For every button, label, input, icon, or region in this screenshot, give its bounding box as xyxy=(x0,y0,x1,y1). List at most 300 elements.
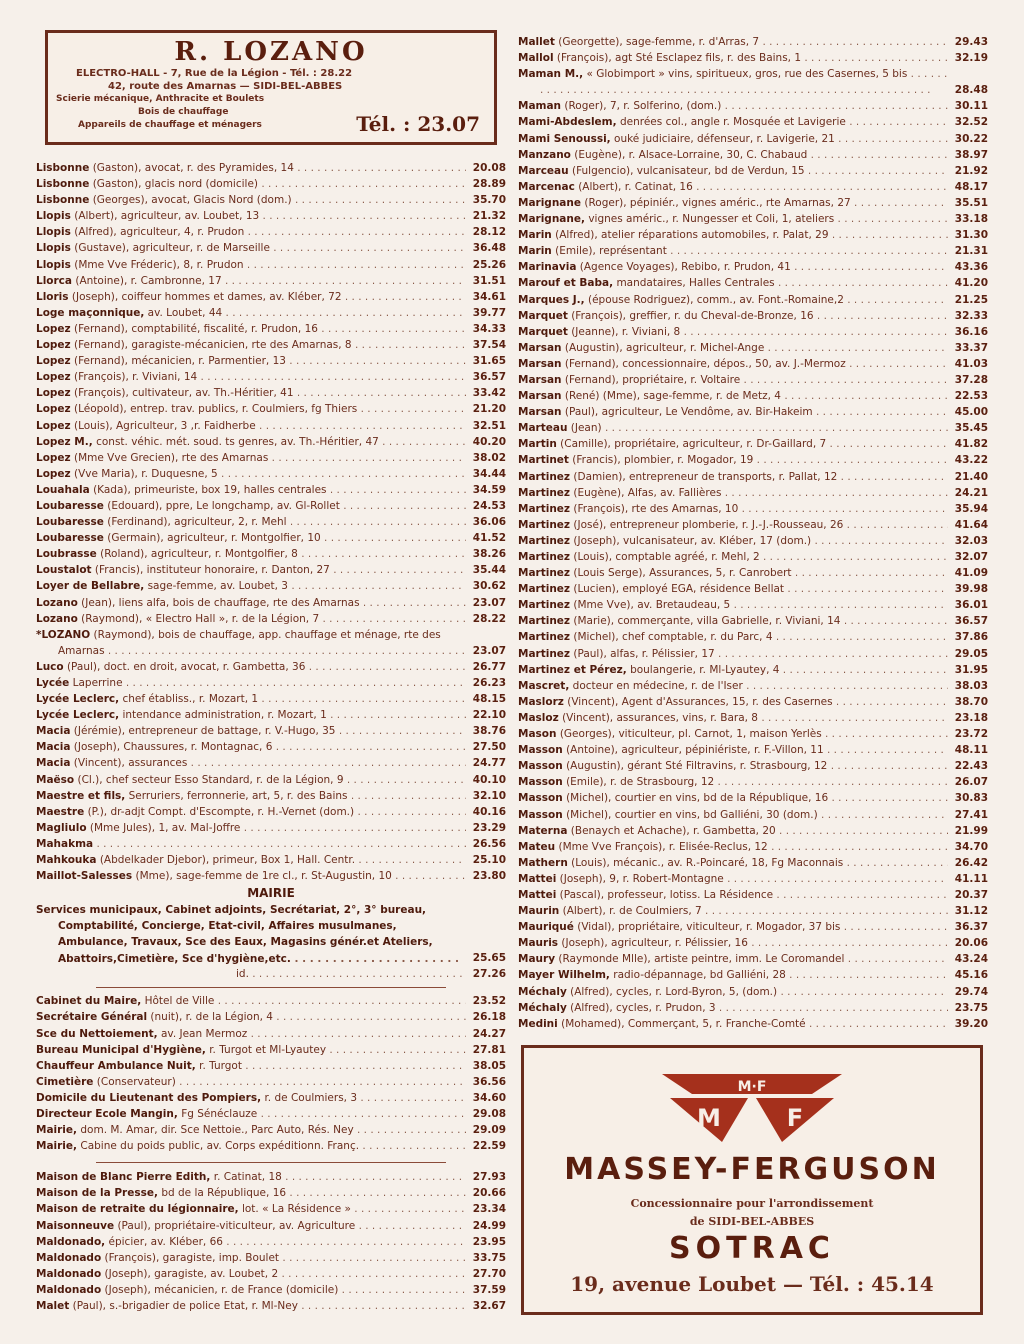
directory-entry xyxy=(36,514,506,530)
entry-details: denrées col., angle r. Mosquée et Lavigerie xyxy=(619,116,846,129)
entry-name: Martinez xyxy=(518,534,571,547)
entry-name: Lloris xyxy=(36,290,69,303)
directory-entry xyxy=(36,1009,506,1025)
directory-entry xyxy=(518,259,988,275)
entry-phone-number: 35.94 xyxy=(954,502,988,515)
entry-details: (François), rte des Amarnas, 10 xyxy=(573,502,739,515)
entry-phone-number: 29.08 xyxy=(472,1107,506,1120)
entry-details: (François), greffier, r. du Cheval-de-Bronze, 16 xyxy=(571,309,814,322)
entry-name: Mallol xyxy=(518,52,554,65)
entry-phone-number: 26.77 xyxy=(472,660,506,673)
mairie-id-text: id. . . . xyxy=(36,966,466,982)
entry-name: Directeur Ecole Mangin, xyxy=(36,1107,178,1120)
entry-details: (Roger), 7, r. Solferino, (dom.) xyxy=(564,100,722,113)
entry-details: (Paul), s.-brigadier de police Etat, r. Ml-Ney xyxy=(72,1300,298,1312)
entry-phone-number: 41.82 xyxy=(954,438,988,451)
entry-name: Mairie, xyxy=(36,1124,78,1137)
entry-name: Mami-Abdeslem, xyxy=(518,116,617,129)
directory-entry xyxy=(518,1016,988,1032)
entry-name: Maman M., xyxy=(518,68,584,81)
entry-phone-number: 37.59 xyxy=(472,1283,506,1296)
entry-name: Marsan xyxy=(518,406,562,419)
directory-entry xyxy=(518,356,988,372)
directory-entry xyxy=(36,369,506,385)
entry-name: Masloz xyxy=(518,711,559,724)
entry-phone-number: 38.70 xyxy=(954,695,988,708)
directory-entry xyxy=(36,723,506,739)
directory-entry xyxy=(518,903,988,919)
entry-name: Mascret, xyxy=(518,679,570,692)
entry-phone-number: 24.99 xyxy=(472,1219,506,1232)
entry-details: radio-dépannage, bd Galliéni, 28 xyxy=(613,969,786,982)
entry-name: Macia xyxy=(36,725,71,738)
entry-details: const. véhic. mét. soud. ts genres, av. Th.-Héritier, 47 xyxy=(96,435,379,448)
entry-name: Martinez xyxy=(518,567,571,580)
entry-phone-number: 26.42 xyxy=(954,856,988,869)
directory-entry xyxy=(36,1250,506,1266)
entry-phone-number: 27.70 xyxy=(472,1267,506,1280)
entry-details: (Marie), commerçante, villa Gabrielle, r. Viviani, 14 xyxy=(573,615,841,628)
directory-entry xyxy=(518,66,988,98)
directory-entry xyxy=(36,627,506,659)
entry-name: Magliulo xyxy=(36,821,87,834)
entry-details: (José), entrepreneur plomberie, r. J.-J.-Rousseau, 26 xyxy=(573,518,844,531)
entry-name: Martinez xyxy=(518,599,571,612)
directory-entry xyxy=(518,984,988,1000)
logo-letter-m: M xyxy=(697,1104,721,1132)
entry-phone-number: 38.02 xyxy=(472,451,506,464)
entry-phone-number: 24.21 xyxy=(954,486,988,499)
entry-name: Maldonado, xyxy=(36,1235,106,1248)
entry-details: (Mme Vve François), r. Elisée-Reclus, 12 xyxy=(558,840,768,853)
entry-details: (Ferdinand), agriculteur, 2, r. Mehl xyxy=(107,516,287,529)
entry-details: (Louis), comptable agréé, r. Mehl, 2 xyxy=(573,551,760,563)
entry-phone-number: 32.07 xyxy=(954,551,988,563)
directory-entry xyxy=(518,807,988,823)
entry-phone-number: 27.81 xyxy=(472,1043,506,1056)
directory-entry xyxy=(36,482,506,498)
entry-details: (Mme Vve Grecien), rte des Amarnas xyxy=(74,451,269,464)
entry-phone-number: 36.01 xyxy=(954,599,988,612)
entry-phone-number: 30.11 xyxy=(954,100,988,113)
right-entry-list xyxy=(518,34,988,1032)
entry-details: (Louis Serge), Assurances, 5, r. Canrobert xyxy=(573,567,792,580)
massey-ferguson-advertisement xyxy=(521,1045,983,1315)
entry-phone-number: 20.06 xyxy=(954,937,988,950)
directory-entry xyxy=(36,530,506,546)
entry-name: Lisbonne xyxy=(36,194,90,207)
directory-entry xyxy=(518,662,988,678)
directory-entry xyxy=(36,675,506,691)
entry-name: Louahala xyxy=(36,483,90,496)
entry-name: Masson xyxy=(518,744,563,757)
entry-phone-number: 48.17 xyxy=(954,180,988,193)
entry-name: Mattei xyxy=(518,872,557,885)
directory-entry xyxy=(36,353,506,369)
directory-entry xyxy=(518,678,988,694)
lozano-line-2: 42, route des Amarnas — SIDI-BEL-ABBES xyxy=(108,81,343,92)
entry-name: Llopis xyxy=(36,258,71,271)
entry-name: Llopis xyxy=(36,210,71,223)
entry-details: (Benaych et Achache), r. Gambetta, 20 xyxy=(570,824,776,837)
entry-details: (Joseph), agriculteur, r. Pélissier, 16 xyxy=(561,937,748,950)
entry-details: Hôtel de Ville xyxy=(144,995,215,1008)
entry-phone-number: 38.05 xyxy=(472,1059,506,1072)
entry-details: (Alfred), cycles, r. Prudon, 3 xyxy=(570,1001,716,1014)
entry-phone-number: 35.45 xyxy=(954,422,988,435)
entry-details: lot. « La Résidence » xyxy=(241,1203,351,1216)
entry-name: Maison de retraite du légionnaire, xyxy=(36,1203,239,1216)
entry-phone-number: 21.99 xyxy=(954,824,988,837)
entry-phone-number: 43.24 xyxy=(954,953,988,966)
directory-entry xyxy=(518,919,988,935)
directory-entry xyxy=(36,321,506,337)
massey-ferguson-logo-icon xyxy=(652,1066,852,1146)
entry-phone-number: 32.51 xyxy=(472,419,506,432)
lozano-line-5: Appareils de chauffage et ménagers xyxy=(78,120,262,130)
lozano-line-1: ELECTRO-HALL - 7, Rue de la Légion - Tél. : 28.22 xyxy=(76,68,353,79)
directory-entry xyxy=(518,758,988,774)
directory-entry xyxy=(518,98,988,114)
entry-details: (Raymond), « Electro Hall », r. de la Légion, 7 xyxy=(81,612,320,625)
entry-phone-number: 48.15 xyxy=(472,693,506,706)
entry-details: (Joseph), coiffeur hommes et dames, av. Kléber, 72 xyxy=(71,290,342,303)
entry-details: (Paul), doct. en droit, avocat, r. Gambetta, 36 xyxy=(66,660,306,673)
entry-details: (Vve Maria), r. Duquesne, 5 xyxy=(74,467,218,480)
entry-details: intendance administration, r. Mozart, 1 xyxy=(122,709,327,722)
mairie-services-text: Services municipaux, Cabinet adjoints, Secrétariat, 2°, 3° bureau, Comptabilité, Concierge, Etat-civil, Affaires musulmanes, Ambulance, Travaux, Sce des Eaux, Magasins génér.et Ateliers, Abattoirs,Cimetière, Sce d'hygiène,etc. . . . xyxy=(36,902,466,966)
entry-details: sage-femme, av. Loubet, 3 xyxy=(147,580,288,593)
entry-name: Marceau xyxy=(518,164,569,177)
directory-entry xyxy=(36,546,506,562)
entry-name: Maury xyxy=(518,953,556,966)
directory-entry xyxy=(518,114,988,130)
directory-entry xyxy=(518,243,988,259)
directory-entry xyxy=(36,788,506,804)
entry-name: Materna xyxy=(518,824,568,837)
entry-phone-number: 26.23 xyxy=(472,677,506,689)
entry-name: Martinez xyxy=(518,615,571,628)
lozano-telephone: Tél. : 23.07 xyxy=(356,112,480,136)
directory-entry xyxy=(518,726,988,742)
entry-name: Lopez xyxy=(36,339,71,352)
entry-phone-number: 20.37 xyxy=(954,888,988,901)
entry-name: Maurin xyxy=(518,905,560,918)
directory-entry xyxy=(36,852,506,868)
entry-phone-number: 34.70 xyxy=(954,840,988,853)
entry-details: (Léopold), entrep. trav. publics, r. Coulmiers, fg Thiers xyxy=(74,403,358,416)
entry-details: (épouse Rodriguez), comm., av. Font.-Romaine,2 xyxy=(587,293,844,306)
entry-details: (Vincent), Agent d'Assurances, 15, r. des Casernes xyxy=(567,695,833,708)
entry-name: Maisonneuve xyxy=(36,1219,115,1232)
directory-entry xyxy=(36,1201,506,1217)
entry-details: (Eugène), Alfas, av. Fallières xyxy=(573,486,722,499)
entry-name: Martinez xyxy=(518,470,571,483)
entry-details: dom. M. Amar, dir. Sce Nettoie., Parc Auto, Rés. Ney xyxy=(80,1124,354,1137)
entry-name: Martinet xyxy=(518,454,569,467)
entry-details: (François), garagiste, imp. Boulet xyxy=(104,1251,280,1264)
divider xyxy=(96,1162,446,1163)
directory-entry xyxy=(36,337,506,353)
entry-phone-number: 36.16 xyxy=(954,325,988,338)
entry-details: (Louis), mécanic., av. R.-Poincaré, 18, Fg Maconnais xyxy=(571,856,844,869)
entry-phone-number: 48.11 xyxy=(954,744,988,757)
entry-details: bd de la République, 16 xyxy=(161,1187,287,1200)
entry-details: (Fulgencio), vulcanisateur, bd de Verdun, 15 xyxy=(571,164,805,177)
entry-details: (Camille), propriétaire, agriculteur, r. Dr-Gaillard, 7 xyxy=(560,438,827,451)
entry-phone-number: 31.65 xyxy=(472,355,506,368)
entry-phone-number: 21.25 xyxy=(954,293,988,306)
entry-name: Lycée Leclerc, xyxy=(36,709,120,722)
entry-details: (Fernand), comptabilité, fiscalité, r. Prudon, 16 xyxy=(74,322,318,335)
entry-details: (Augustin), agriculteur, r. Michel-Ange xyxy=(564,341,765,354)
directory-entry xyxy=(518,308,988,324)
directory-entry xyxy=(518,147,988,163)
entry-phone-number: 27.50 xyxy=(472,741,506,754)
entry-name: Lopez xyxy=(36,403,71,416)
entry-details: (François), cultivateur, av. Th.-Héritier, 41 xyxy=(74,387,294,400)
entry-phone-number: 38.76 xyxy=(472,725,506,738)
entry-details: (François), agt Sté Esclapez fils, r. des Bains, 1 xyxy=(556,52,802,65)
entry-phone-number: 22.59 xyxy=(472,1140,506,1153)
entry-name: Maldonado xyxy=(36,1283,102,1296)
entry-phone-number: 38.03 xyxy=(954,679,988,692)
entry-phone-number: 32.33 xyxy=(954,309,988,322)
directory-entry xyxy=(36,434,506,450)
directory-entry xyxy=(36,289,506,305)
entry-details: (Edouard), ppre, Le longchamp, av. Gl-Rollet xyxy=(107,499,340,512)
entry-name: Manzano xyxy=(518,148,571,161)
entry-name: Mason xyxy=(518,728,557,741)
entry-name: Malet xyxy=(36,1300,70,1312)
entry-phone-number: 36.48 xyxy=(472,242,506,255)
entry-phone-number: 32.10 xyxy=(472,789,506,802)
directory-entry xyxy=(518,839,988,855)
entry-phone-number: 33.37 xyxy=(954,341,988,354)
directory-entry xyxy=(518,565,988,581)
entry-phone-number: 22.10 xyxy=(472,709,506,722)
entry-phone-number: 21.92 xyxy=(954,164,988,177)
entry-phone-number: 43.36 xyxy=(954,261,988,274)
entry-details: (Fernand), garagiste-mécanicien, rte des Amarnas, 8 xyxy=(74,339,352,352)
lozano-advertisement xyxy=(45,30,497,145)
entry-details: « Globimport » vins, spiritueux, gros, rue des Casernes, 5 bis xyxy=(586,68,908,81)
entry-name: Martinez xyxy=(518,631,571,644)
entry-phone-number: 37.28 xyxy=(954,373,988,386)
entry-details: (Pascal), professeur, lotiss. La Résidence xyxy=(559,888,774,901)
left-entry-list xyxy=(36,160,506,884)
entry-name: Marsan xyxy=(518,341,562,354)
entry-name: Lozano xyxy=(36,596,78,609)
directory-entry xyxy=(518,34,988,50)
entry-details: (nuit), r. de la Légion, 4 xyxy=(150,1011,273,1024)
entry-details: (Fernand), concessionnaire, dépos., 50, av. J.-Mermoz xyxy=(564,357,846,370)
entry-name: Marinavia xyxy=(518,261,577,274)
entry-details: (Raymond), bois de chauffage, app. chauffage et ménage, rte des Amarnas xyxy=(58,628,441,657)
entry-details: (Kada), primeuriste, box 19, halles centrales xyxy=(93,483,327,496)
directory-entry xyxy=(36,755,506,771)
directory-entry xyxy=(36,1266,506,1282)
entry-name: Lozano xyxy=(36,612,78,625)
entry-phone-number: 43.22 xyxy=(954,454,988,467)
entry-details: (Joseph), garagiste, av. Loubet, 2 xyxy=(104,1267,279,1280)
entry-phone-number: 21.31 xyxy=(954,245,988,258)
lozano-line-4: Bois de chauffage xyxy=(138,107,229,117)
entry-name: Lycée Leclerc, xyxy=(36,693,120,706)
entry-name: Martinez et Pérez, xyxy=(518,663,627,676)
mairie-entry-list xyxy=(36,993,506,1154)
directory-entry xyxy=(36,1169,506,1185)
directory-entry xyxy=(518,485,988,501)
entry-details: vignes améric., r. Nungesser et Coli, 1, ateliers xyxy=(588,213,835,226)
directory-entry xyxy=(36,192,506,208)
entry-name: Mathern xyxy=(518,856,568,869)
directory-entry xyxy=(518,195,988,211)
logo-letter-f: F xyxy=(786,1104,804,1132)
entry-details: (Francis), instituteur honoraire, r. Danton, 27 xyxy=(94,564,330,577)
entry-phone-number: 26.18 xyxy=(472,1011,506,1024)
divider xyxy=(96,987,446,988)
sotrac-address: 19, avenue Loubet — Tél. : 45.14 xyxy=(570,1272,934,1296)
entry-phone-number: 33.18 xyxy=(954,213,988,226)
directory-entry xyxy=(36,1282,506,1298)
directory-entry xyxy=(36,868,506,884)
entry-details: (François), r. Viviani, 14 xyxy=(74,371,198,384)
entry-name: Secrétaire Général xyxy=(36,1011,148,1024)
entry-details: (Gustave), agriculteur, r. de Marseille xyxy=(74,242,270,255)
entry-details: (Jérémie), entrepreneur de battage, r. V.-Hugo, 35 xyxy=(73,725,336,738)
entry-name: Lopez xyxy=(36,322,71,335)
entry-details: (Jean) xyxy=(570,422,602,435)
entry-phone-number: 23.95 xyxy=(472,1235,506,1248)
directory-entry xyxy=(36,595,506,611)
entry-details: (Fernand), mécanicien, r. Parmentier, 13 xyxy=(74,355,286,368)
mairie-id-number: 27.26 xyxy=(472,968,506,981)
entry-details: (Paul), propriétaire-viticulteur, av. Agriculture xyxy=(117,1219,356,1232)
entry-details: (Mme Jules), 1, av. Mal-Joffre xyxy=(89,821,241,834)
directory-entry xyxy=(518,597,988,613)
entry-details: (Fernand), propriétaire, r. Voltaire xyxy=(564,373,741,386)
entry-name: Medini xyxy=(518,1017,558,1030)
entry-name: Maslorz xyxy=(518,695,564,708)
entry-name: Maison de Blanc Pierre Edith, xyxy=(36,1171,211,1184)
entry-name: Marignane, xyxy=(518,213,585,226)
entry-phone-number: 24.27 xyxy=(472,1027,506,1040)
directory-entry xyxy=(36,1074,506,1090)
directory-entry xyxy=(36,820,506,836)
directory-entry xyxy=(36,1106,506,1122)
directory-entry xyxy=(518,823,988,839)
entry-name: Masson xyxy=(518,808,563,821)
entry-name: Lopez xyxy=(36,451,71,464)
entry-name: Loyer de Bellabre, xyxy=(36,580,145,593)
entry-phone-number: 28.12 xyxy=(472,226,506,239)
entry-details: (Emile), représentant xyxy=(555,245,667,258)
entry-details: épicier, av. Kléber, 66 xyxy=(108,1235,223,1248)
right-column xyxy=(518,34,988,1032)
entry-phone-number: 29.43 xyxy=(954,36,988,48)
mf-location-line: de SIDI-BEL-ABBES xyxy=(689,1215,815,1228)
entry-phone-number: 22.53 xyxy=(954,390,988,403)
entry-phone-number: 23.18 xyxy=(954,711,988,724)
directory-entry xyxy=(518,629,988,645)
directory-entry xyxy=(36,273,506,289)
entry-phone-number: 23.07 xyxy=(472,644,506,657)
entry-name: Llopis xyxy=(36,226,71,239)
entry-details: r. Turgot et Ml-Lyautey xyxy=(209,1043,327,1056)
entry-details: (Georges), avocat, Glacis Nord (dom.) xyxy=(92,194,292,207)
entry-phone-number: 34.44 xyxy=(472,467,506,480)
directory-entry xyxy=(36,466,506,482)
entry-details: (Eugène), r. Alsace-Lorraine, 30, C. Chabaud xyxy=(574,148,808,161)
entry-name: Marsan xyxy=(518,390,562,403)
directory-entry xyxy=(518,324,988,340)
entry-details: (Mohamed), Commerçant, 5, r. Franche-Comté xyxy=(561,1017,806,1030)
entry-name: Mattei xyxy=(518,888,557,901)
entry-phone-number: 41.52 xyxy=(472,532,506,545)
entry-name: Masson xyxy=(518,792,563,805)
entry-name: Loubaresse xyxy=(36,499,104,512)
directory-entry xyxy=(36,224,506,240)
entry-phone-number: 36.56 xyxy=(472,1075,506,1088)
entry-phone-number: 41.11 xyxy=(954,872,988,885)
entry-details: (Joseph), Chaussures, r. Montagnac, 6 xyxy=(73,741,273,754)
entry-phone-number: 29.09 xyxy=(472,1124,506,1137)
entry-phone-number: 30.83 xyxy=(954,792,988,805)
entry-name: Marin xyxy=(518,229,552,242)
directory-entry xyxy=(36,1298,506,1314)
entry-details: (Michel), chef comptable, r. du Parc, 4 xyxy=(573,631,773,644)
entry-name: Maman xyxy=(518,100,562,113)
entry-details: (Vincent), assurances xyxy=(73,757,188,770)
entry-name: Marignane xyxy=(518,196,581,209)
directory-entry xyxy=(518,517,988,533)
entry-name: Mallet xyxy=(518,36,555,48)
directory-entry xyxy=(518,420,988,436)
entry-name: Lopez xyxy=(36,355,71,368)
entry-name: Lopez xyxy=(36,419,71,432)
directory-entry xyxy=(36,257,506,273)
entry-name: Martinez xyxy=(518,551,571,563)
entry-details: av. Loubet, 44 xyxy=(147,306,223,319)
entry-name: Lopez M., xyxy=(36,435,93,448)
directory-entry xyxy=(518,163,988,179)
directory-entry xyxy=(518,533,988,549)
entry-name: Lisbonne xyxy=(36,178,90,191)
entry-name: Loge maçonnique, xyxy=(36,306,145,319)
entry-phone-number: 41.20 xyxy=(954,277,988,290)
lozano-line-3: Scierie mécanique, Anthracite et Boulets xyxy=(56,94,265,104)
entry-phone-number: 32.03 xyxy=(954,534,988,547)
entry-phone-number: 34.60 xyxy=(472,1091,506,1104)
directory-entry xyxy=(518,581,988,597)
entry-details: (Albert), agriculteur, av. Loubet, 13 xyxy=(74,210,260,223)
directory-entry xyxy=(36,160,506,176)
directory-entry xyxy=(518,292,988,308)
entry-details: docteur en médecine, r. de l'Iser xyxy=(572,679,743,692)
entry-phone-number: 40.20 xyxy=(472,435,506,448)
entry-name: Maldonado xyxy=(36,1267,102,1280)
directory-entry xyxy=(36,498,506,514)
entry-name: Loustalot xyxy=(36,564,92,577)
entry-phone-number: 45.16 xyxy=(954,969,988,982)
entry-phone-number: 26.56 xyxy=(472,837,506,850)
mf-concession-line: Concessionnaire pour l'arrondissement xyxy=(630,1197,874,1210)
entry-details: (Georgette), sage-femme, r. d'Arras, 7 xyxy=(558,36,760,48)
entry-phone-number: 41.64 xyxy=(954,518,988,531)
entry-phone-number: 21.20 xyxy=(472,403,506,416)
directory-entry xyxy=(36,418,506,434)
